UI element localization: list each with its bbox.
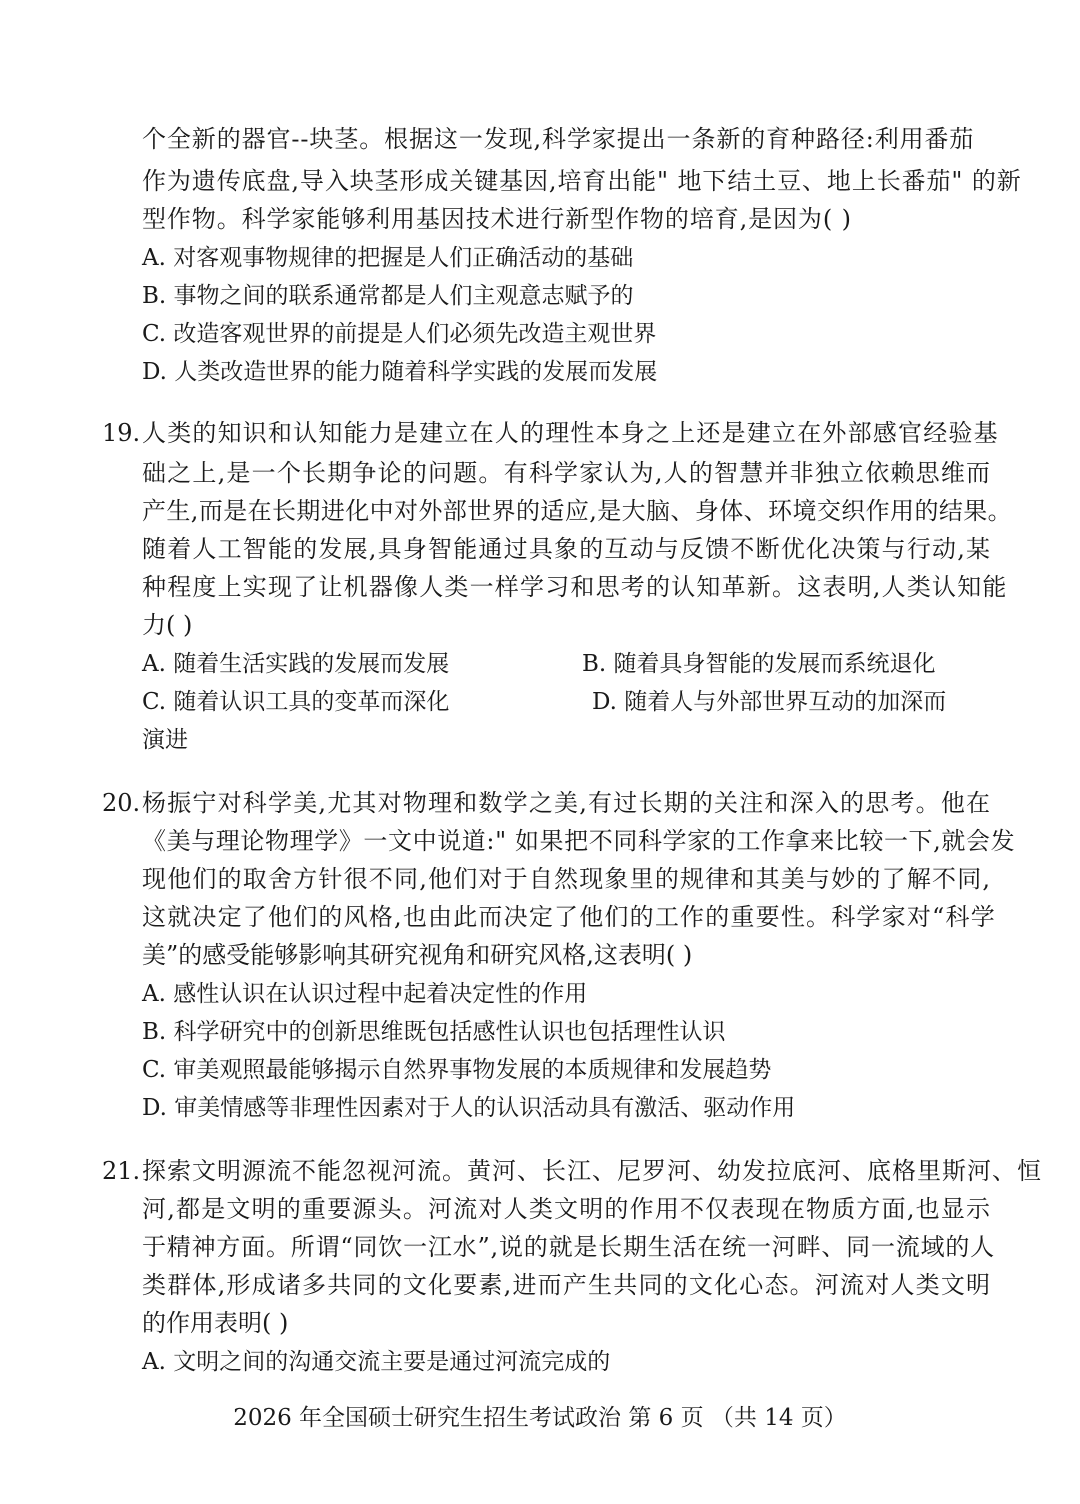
q20-text-line-1: 杨振宁对科学美,尤其对物理和数学之美,有过长期的关注和深入的思考。他在 — [142, 789, 992, 817]
q21-text-line-4: 类群体,形成诸多共同的文化要素,进而产生共同的文化心态。河流对人类文明 — [142, 1271, 992, 1299]
q20-option-b: B. 科学研究中的创新思维既包括感性认识也包括理性认识 — [142, 1019, 726, 1045]
q19-number: 19. — [102, 419, 141, 447]
q20-text-line-4: 这就决定了他们的风格,也由此而决定了他们的工作的重要性。科学家对“科学 — [142, 903, 996, 931]
q21-number: 21. — [102, 1157, 141, 1185]
q20-option-a: A. 感性认识在认识过程中起着决定性的作用 — [142, 981, 588, 1007]
q18-text-line-1: 个全新的器官--块茎。根据这一发现,科学家提出一条新的育种路径:利用番茄 — [142, 125, 975, 153]
q21-text-line-3: 于精神方面。所谓“同饮一江水”,说的就是长期生活在统一河畔、同一流域的人 — [142, 1233, 995, 1261]
q20-text-line-5: 美”的感受能够影响其研究视角和研究风格,这表明( ) — [142, 941, 693, 969]
q20-option-c: C. 审美观照最能够揭示自然界事物发展的本质规律和发展趋势 — [142, 1057, 772, 1083]
q19-text-line-6: 力( ) — [142, 611, 193, 639]
q19-option-c: C. 随着认识工具的变革而深化 — [142, 689, 450, 715]
q18-text-line-2: 作为遗传底盘,导入块茎形成关键基因,培育出能" 地下结土豆、地上长番茄" 的新 — [142, 167, 1022, 195]
q20-text-line-3: 现他们的取舍方针很不同,他们对于自然现象里的规律和其美与妙的了解不同, — [142, 865, 992, 893]
q19-text-line-5: 种程度上实现了让机器像人类一样学习和思考的认知革新。这表明,人类认知能 — [142, 573, 1008, 601]
q20-number: 20. — [102, 789, 141, 817]
q20-text-line-2: 《美与理论物理学》一文中说道:" 如果把不同科学家的工作拿来比较一下,就会发 — [142, 827, 1016, 855]
q18-option-d: D. 人类改造世界的能力随着科学实践的发展而发展 — [142, 359, 658, 385]
q19-option-b: B. 随着具身智能的发展而系统退化 — [582, 651, 936, 677]
q19-text-line-2: 础之上,是一个长期争论的问题。有科学家认为,人的智慧并非独立依赖思维而 — [142, 459, 992, 487]
q21-text-line-2: 河,都是文明的重要源头。河流对人类文明的作用不仅表现在物质方面,也显示 — [142, 1195, 992, 1223]
page-footer: 2026 年全国硕士研究生招生考试政治 第 6 页 （共 14 页） — [233, 1405, 847, 1431]
q21-text-line-5: 的作用表明( ) — [142, 1309, 289, 1337]
q18-text-line-3: 型作物。科学家能够利用基因技术进行新型作物的培育,是因为( ) — [142, 205, 852, 233]
q19-option-d-continued: 演进 — [142, 727, 188, 753]
q18-option-b: B. 事物之间的联系通常都是人们主观意志赋予的 — [142, 283, 634, 309]
q19-text-line-1: 人类的知识和认知能力是建立在人的理性本身之上还是建立在外部感官经验基 — [142, 419, 999, 447]
q19-text-line-4: 随着人工智能的发展,具身智能通过具象的互动与反馈不断优化决策与行动,某 — [142, 535, 992, 563]
q18-option-c: C. 改造客观世界的前提是人们必须先改造主观世界 — [142, 321, 657, 347]
q18-option-a: A. 对客观事物规律的把握是人们正确活动的基础 — [142, 245, 634, 271]
q19-option-d: D. 随着人与外部世界互动的加深而 — [592, 689, 947, 715]
q21-text-line-1: 探索文明源流不能忽视河流。黄河、长江、尼罗河、幼发拉底河、底格里斯河、恒 — [142, 1157, 1042, 1185]
q19-option-a: A. 随着生活实践的发展而发展 — [142, 651, 450, 677]
q19-text-line-3: 产生,而是在长期进化中对外部世界的适应,是大脑、身体、环境交织作用的结果。 — [142, 497, 1013, 525]
q20-option-d: D. 审美情感等非理性因素对于人的认识活动具有激活、驱动作用 — [142, 1095, 796, 1121]
q21-option-a: A. 文明之间的沟通交流主要是通过河流完成的 — [142, 1349, 611, 1375]
